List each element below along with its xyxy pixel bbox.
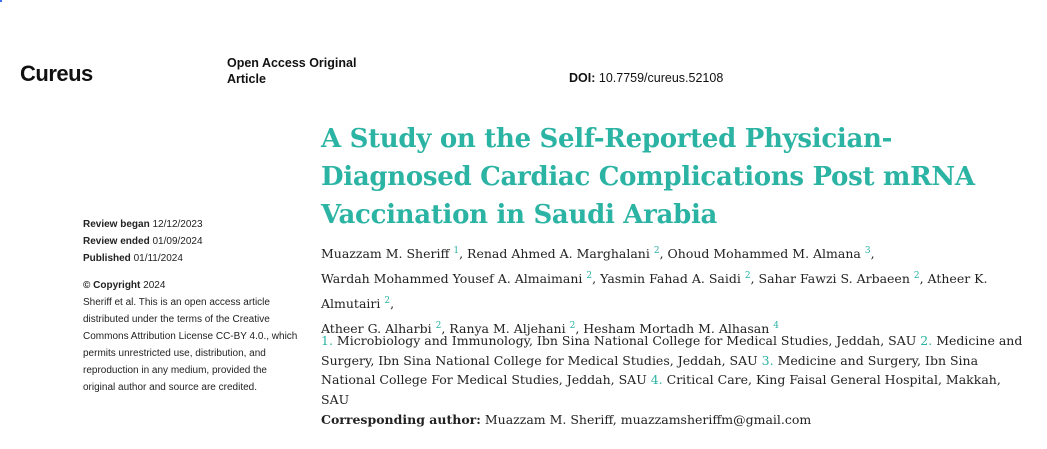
review-ended: Review ended 01/09/2024 [83, 236, 203, 247]
copyright-heading: © Copyright 2024 [83, 280, 166, 291]
author-affiliation-number: 2 [435, 321, 442, 331]
author-affiliation-number: 2 [653, 246, 660, 256]
journal-logo: Cureus [20, 61, 93, 86]
author-name[interactable]: Renad Ahmed A. Marghalani [467, 246, 650, 261]
author-list: Muazzam M. Sheriff $^1$, Renad Ahmed A. Marghalani $^2$, Ohoud Mohammed M. Almana $^3$, Wardah Mohammed Yousef A. Almaimani $^2$, Yasmin Fahad A. Saidi $^2$, Sahar Fawzi S. Arbaeen $^2$, Atheer K. Almutairi $^2$, Atheer G. Alharbi $^2$, Ranya M. Aljehani $^2$, Hesham Mortadh M. Alhasan $^4$ [321, 246, 988, 336]
author-affiliation-number: 2 [569, 321, 576, 331]
corresponding-value[interactable]: Muazzam M. Sheriff, muazzamsheriffm@gmail.com [484, 412, 812, 427]
affiliation-number: 3. [761, 352, 774, 368]
affiliation-number: 1. [321, 333, 333, 348]
affiliation-text: Microbiology and Immunology, Ibn Sina National College for Medical Studies, Jeddah, SAU [336, 333, 917, 348]
affiliation-number: 4. [650, 372, 663, 387]
corresponding-author [321, 412, 811, 427]
author-affiliation-number: 2 [586, 271, 593, 281]
author-name[interactable]: Muazzam M. Sheriff [321, 246, 450, 261]
doi-value[interactable]: 10.7759/cureus.52108 [598, 71, 724, 85]
copyright-text: Sheriff et al. This is an open access article distributed under the terms of the Creative Commons Attribution License CC-BY 4.0., which permits unrestricted use, distribution, and reproduction in any medium, provided the original author and source are credited. [83, 297, 298, 393]
author-name[interactable]: Hesham Mortadh M. Alhasan [583, 321, 770, 336]
corner-marker [0, 0, 2, 2]
author-affiliation-number: 2 [913, 271, 920, 281]
corresponding-label: Corresponding author: [321, 412, 481, 427]
author-name[interactable]: Ranya M. Aljehani [449, 321, 566, 336]
affiliation-text: Medicine and Surgery, Ibn Sina National College for Medical Studies, Jeddah, SAU [321, 333, 1023, 368]
affiliations [321, 331, 1026, 409]
author-affiliation-number: 2 [384, 296, 391, 306]
doi-label: DOI: [569, 71, 596, 85]
author-affiliation-number: 3 [864, 246, 871, 256]
author-affiliation-number: 1 [453, 246, 460, 256]
affiliation-text: Critical Care, King Faisal General Hospital, Makkah, SAU [321, 372, 1001, 407]
author-name[interactable]: Sahar Fawzi S. Arbaeen [758, 271, 910, 286]
author-name[interactable]: Atheer K. Almutairi [321, 271, 988, 311]
copyright-block [83, 277, 298, 396]
doi[interactable] [569, 71, 723, 85]
author-affiliation-number: 4 [773, 321, 780, 331]
article-type: Open Access Original Article [227, 56, 357, 86]
affiliation-number: 2. [920, 333, 933, 348]
author-affiliation-number: 2 [744, 271, 751, 281]
review-dates [83, 216, 203, 267]
author-name[interactable]: Yasmin Fahad A. Saidi [600, 271, 741, 286]
author-name[interactable]: Atheer G. Alharbi [321, 321, 432, 336]
review-began: Review began 12/12/2023 [83, 219, 203, 230]
article-title: A Study on the Self-Reported Physician-Diagnosed Cardiac Complications Post mRNA Vaccination in Saudi Arabia [321, 124, 975, 230]
affiliation-text: Medicine and Surgery, Ibn Sina National College For Medical Studies, Jeddah, SAU [321, 352, 979, 387]
author-name[interactable]: Wardah Mohammed Yousef A. Almaimani [321, 271, 583, 286]
author-name[interactable]: Ohoud Mohammed M. Almana [667, 246, 861, 261]
published-date: Published 01/11/2024 [83, 253, 183, 264]
